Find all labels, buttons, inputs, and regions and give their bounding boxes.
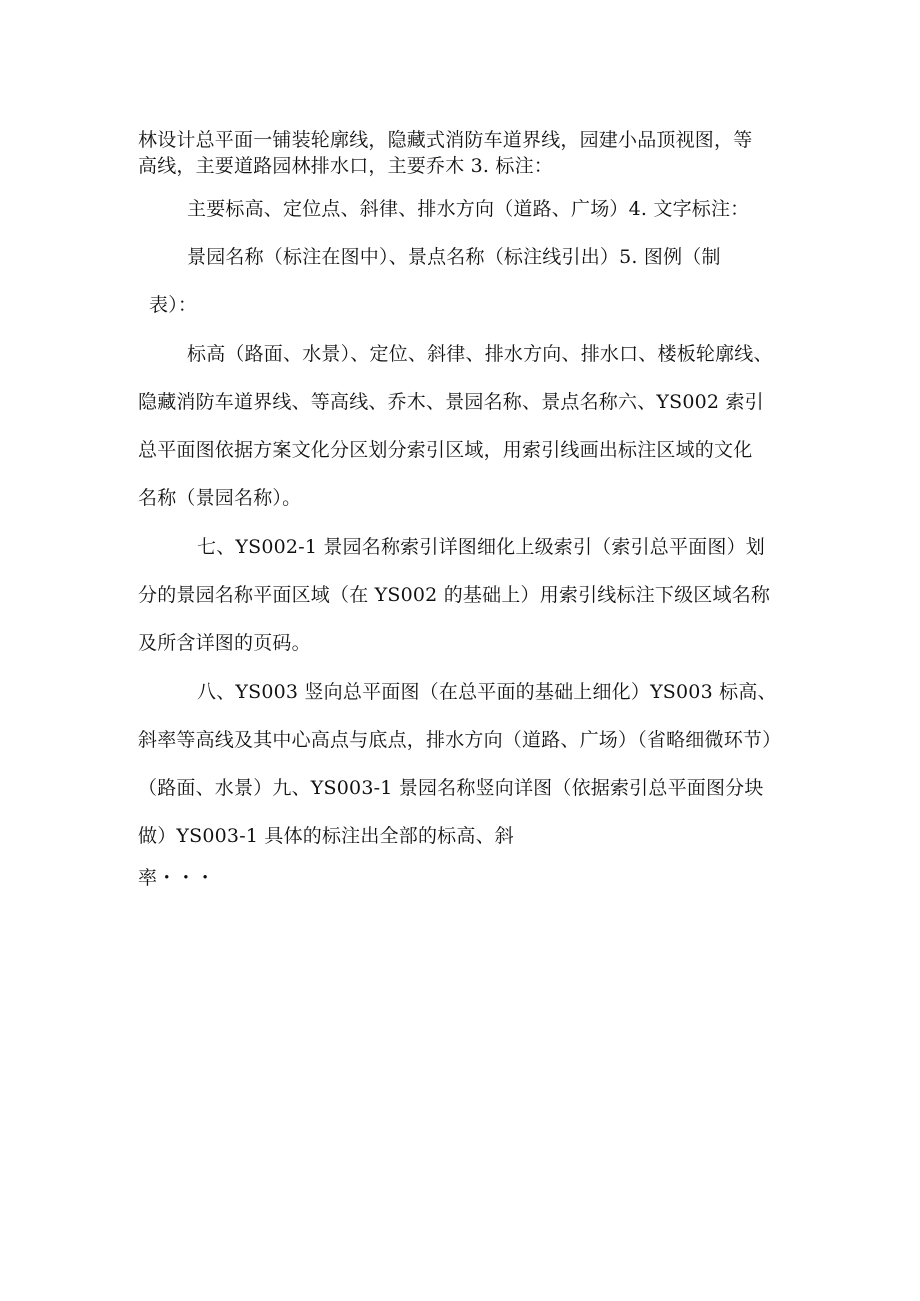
text-line-13: 八、YS003 竖向总平面图（在总平面的基础上细化）YS003 标高、 [197,681,777,703]
text-line-10: 七、YS002-1 景园名称索引详图细化上级索引（索引总平面图）划 [197,536,765,558]
text-line-16: 做）YS003-1 具体的标注出全部的标高、斜 [138,825,514,847]
text-line-17: 率・・・ [138,867,215,889]
text-line-14: 斜率等高线及其中心高点与底点，排水方向（道路、广场）（省略细微环节） [138,729,782,751]
text-line-7: 隐藏消防车道界线、等高线、乔木、景园名称、景点名称六、YS002 索引 [138,391,764,413]
text-line-4: 景园名称（标注在图中）、景点名称（标注线引出）5. 图例（制 [187,246,721,268]
text-line-11: 分的景园名称平面区域（在 YS002 的基础上）用索引线标注下级区域名称 [138,584,771,606]
text-line-9: 名称（景园名称）。 [138,487,302,509]
text-line-12: 及所含详图的页码。 [138,632,311,654]
text-line-6: 标高（路面、水景）、定位、斜律、排水方向、排水口、楼板轮廓线、 [187,343,773,365]
text-line-1: 林设计总平面一铺装轮廓线，隐藏式消防车道界线，园建小品顶视图，等 [138,129,753,151]
text-line-2: 高线，主要道路园林排水口，主要乔木 3. 标注： [138,155,554,177]
text-line-5: 表）： [149,294,198,316]
text-line-3: 主要标高、定位点、斜律、排水方向（道路、广场）4. 文字标注： [187,198,750,220]
text-line-8: 总平面图依据方案文化分区划分索引区域，用索引线画出标注区域的文化 [138,439,753,461]
text-line-15: （路面、水景）九、YS003-1 景园名称竖向详图（依据索引总平面图分块 [138,777,764,799]
